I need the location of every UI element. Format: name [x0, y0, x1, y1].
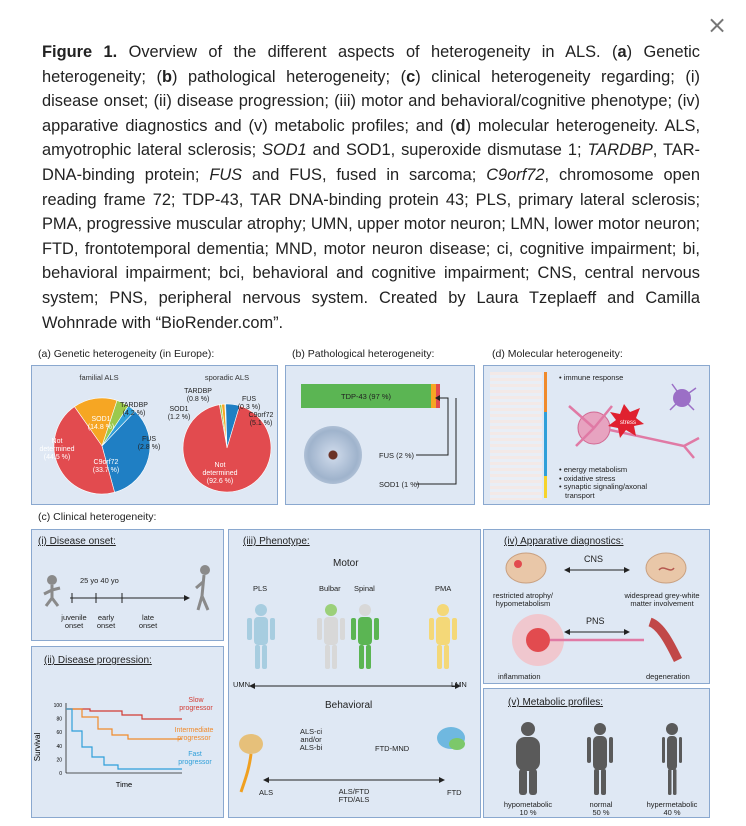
- figure-caption: [42, 40, 700, 335]
- caption-text: ) clinical heterogeneity regarding; (i) disease onset; (ii) disease progression; (iii) motor and behavioral/cognitive phenotype; (iv) apparative diagnostics and (v) metabolic profiles; and (: [42, 67, 700, 135]
- familial-title: familial ALS: [79, 373, 119, 382]
- caption-gene: TARDBP: [587, 141, 653, 160]
- sod1-arrow: [416, 398, 456, 484]
- muscle-icon: [650, 622, 678, 660]
- progression-title: (ii) Disease progression:: [44, 655, 152, 666]
- widespread-label: widespread grey-white matter involvement: [624, 591, 700, 608]
- bullet-item: transport: [565, 490, 595, 500]
- fam-sod1-label: SOD1 (14.8 %): [87, 416, 115, 431]
- y-tick-label: 40: [56, 743, 62, 750]
- fast-label: Fast progressor: [178, 751, 212, 766]
- elderly-icon: [200, 565, 210, 575]
- person-icon: [662, 723, 682, 795]
- phenotype-title: (iii) Phenotype:: [243, 536, 310, 547]
- arrowhead-icon: [435, 395, 440, 401]
- intermediate-label: Intermediate progressor: [174, 727, 214, 742]
- als-ci-label: ALS-ci and/or ALS-bi: [299, 727, 323, 752]
- early-label: early onset: [96, 613, 116, 630]
- section-b-title: (b) Pathological heterogeneity:: [292, 348, 435, 360]
- caption-text: and SOD1, superoxide dismutase 1;: [306, 141, 588, 160]
- bullet-list: [559, 466, 647, 500]
- behavioral-title: Behavioral: [325, 700, 373, 711]
- spo-tardbp-label: TARDBP (0.8 %): [184, 388, 212, 403]
- pathology-arrows: [286, 366, 476, 506]
- panel-genetic: [31, 365, 278, 505]
- caption-text: Overview of the different aspects of heterogeneity in ALS. (: [117, 43, 618, 61]
- degeneration-label: degeneration: [646, 672, 690, 681]
- caption-text: ) Genetic heterogeneity; (: [42, 43, 700, 86]
- pns-label: PNS: [586, 616, 605, 626]
- inflammation-label: inflammation: [498, 672, 541, 681]
- panel-pathological: [285, 365, 475, 505]
- spo-nd-label: Not determined (92.6 %): [202, 462, 238, 485]
- phenotype-diagram: [229, 530, 482, 819]
- caption-text: and FUS, fused in sarcoma;: [242, 165, 487, 184]
- fam-fus-label: FUS (2.8 %): [137, 436, 161, 451]
- caption-ref-c: c: [406, 67, 416, 86]
- onset-ages: 25 yo 40 yo: [80, 576, 119, 585]
- pls-label: PLS: [253, 584, 268, 593]
- immune-label: • immune response: [559, 373, 624, 382]
- caption-text: ) molecular heterogeneity. ALS, amyotrophic lateral sclerosis;: [42, 116, 700, 160]
- spo-sod1-label: SOD1 (1.2 %): [167, 406, 191, 421]
- y-tick-label: 80: [56, 716, 62, 723]
- fus-arrow: [416, 398, 448, 455]
- panel-onset: [31, 529, 224, 641]
- sporadic-title: sporadic ALS: [204, 373, 250, 382]
- hypo-label: hypometabolic 10 %: [503, 800, 553, 817]
- metabolic-title: (v) Metabolic profiles:: [508, 697, 604, 708]
- panel-metabolic: [483, 688, 710, 818]
- caption-text: , TAR-DNA-binding protein;: [42, 141, 701, 184]
- restricted-label: restricted atrophy/ hypometabolism: [492, 591, 554, 608]
- normal-label: normal 50 %: [589, 800, 613, 817]
- cns-label: CNS: [584, 554, 604, 564]
- y-ticks: [54, 703, 63, 777]
- y-tick-label: 100: [53, 703, 62, 709]
- spinal-label: Spinal: [354, 584, 375, 593]
- caption-text: , chromosome open reading frame 72; TDP-43, TAR DNA-binding protein 43; PLS, primary lateral sclerosis; PMA, progressive muscular atrophy; UMN, upper motor neuron; LMN, lower motor neuron; FTD, frontotemporal dementia; MND, motor neuron disease; ci, cognitive impairment; bi, behavioral impairment; bci, behavioral and cognitive impairment; CNS, central nervous system; PNS, peripheral nervous system. Created by Laura Tzeplaeff and Camilla Wohnrade with “BioRender.com”.: [42, 165, 700, 332]
- ftd-label: FTD: [447, 788, 462, 797]
- caption-gene: C9orf72: [486, 165, 545, 184]
- fam-nd-label: Not determined (44.5 %): [39, 438, 75, 461]
- fam-tardbp-label: TARDBP (4.2 %): [120, 402, 148, 417]
- als-ftd-label: ALS/FTD FTD/ALS: [338, 787, 370, 804]
- umn-label: UMN: [233, 680, 251, 689]
- y-tick-label: 20: [56, 757, 62, 764]
- body-spinal: [351, 604, 379, 669]
- caption-text: ) pathological heterogeneity; (: [171, 67, 407, 86]
- bullet-item: • oxidative stress: [559, 473, 616, 483]
- close-icon[interactable]: ×: [706, 11, 728, 39]
- section-d-title: (d) Molecular heterogeneity:: [492, 348, 623, 360]
- brain-icon: [506, 553, 546, 583]
- brain-icon: [239, 734, 263, 754]
- xlabel: Time: [115, 780, 133, 789]
- late-label: late onset: [138, 613, 158, 630]
- figure-label: Figure 1.: [42, 43, 118, 61]
- tdp43-label: TDP-43 (97 %): [340, 392, 391, 401]
- body-pma: [429, 604, 457, 669]
- bullet-item: • energy metabolism: [559, 465, 628, 474]
- diagnostics-title: (iv) Apparative diagnostics:: [504, 536, 624, 547]
- section-a-title: (a) Genetic heterogeneity (in Europe):: [38, 348, 215, 360]
- child-icon: [47, 575, 57, 585]
- caption-ref-b: b: [161, 67, 172, 86]
- body-bulbar: [317, 604, 345, 669]
- ylabel: Survival: [33, 732, 42, 762]
- stress-label: stress: [619, 420, 637, 426]
- figure-image: [28, 343, 714, 821]
- hyper-label: hypermetabolic 40 %: [646, 800, 698, 817]
- slow-label: Slow progressor: [179, 697, 213, 712]
- motor-title: Motor: [333, 558, 359, 569]
- caption-gene: SOD1: [262, 141, 307, 160]
- section-c-title: (c) Clinical heterogeneity:: [38, 511, 157, 523]
- body-pls: [247, 604, 275, 669]
- caption-ref-d: d: [455, 116, 466, 135]
- lmn-label: LMN: [451, 680, 467, 689]
- spo-fus-label: FUS (0.3 %): [237, 396, 261, 411]
- panel-diagnostics: [483, 529, 710, 684]
- spo-c9-label: C9orf72 (5.1 %): [248, 412, 274, 427]
- onset-title: (i) Disease onset:: [38, 536, 116, 547]
- panel-molecular: [483, 365, 710, 505]
- panel-phenotype: [228, 529, 481, 818]
- panel-progression: [31, 646, 224, 818]
- person-icon: [587, 723, 613, 795]
- person-icon: [516, 722, 540, 795]
- pma-label: PMA: [435, 584, 452, 593]
- als-label: ALS: [259, 788, 274, 797]
- juvenile-label: juvenile onset: [61, 613, 87, 630]
- y-tick-label: 0: [59, 771, 62, 777]
- fam-c9-label: C9orf72 (33.7 %): [92, 459, 120, 474]
- caption-gene: FUS: [209, 165, 243, 184]
- ftd-mnd-label: FTD-MND: [375, 744, 410, 753]
- bulbar-label: Bulbar: [319, 584, 341, 593]
- y-tick-label: 60: [56, 730, 62, 737]
- bullet-item: • synaptic signaling/axonal: [559, 482, 648, 491]
- fus-label: FUS (2 %): [379, 451, 415, 460]
- sod1-label: SOD1 (1 %): [379, 480, 420, 489]
- caption-ref-a: a: [617, 43, 627, 61]
